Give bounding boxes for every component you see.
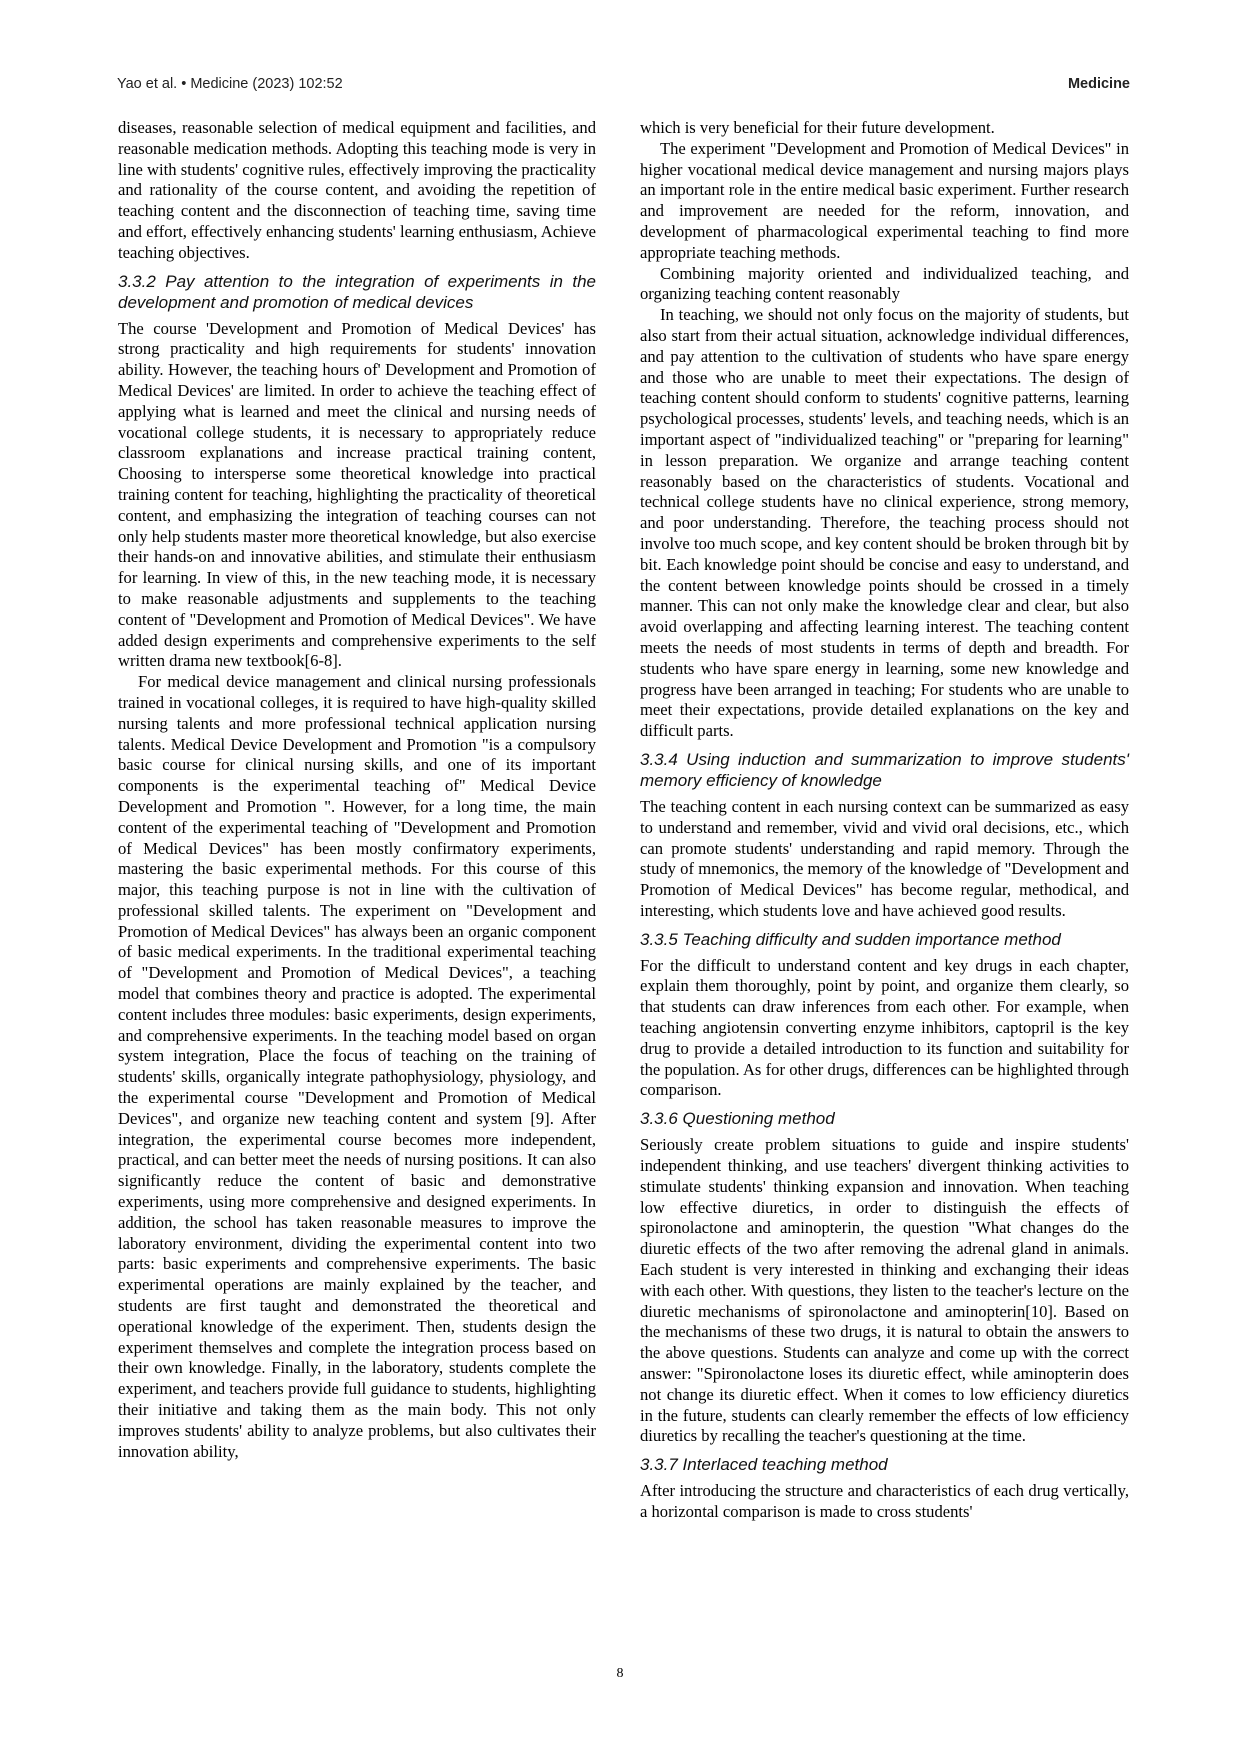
section-heading-3-3-4: 3.3.4 Using induction and summarization to improve students' memory efficiency of knowledge [640, 749, 1129, 790]
paragraph: The teaching content in each nursing context can be summarized as easy to understand and remember, vivid and vivid oral decisions, etc., which can promote students' understanding and rapid memory. Through the study of mnemonics, the memory of the knowledge of "Development and Promotion of Medical Devices" has become regular, methodical, and interesting, which students love and have achieved good results. [640, 796, 1129, 920]
paragraph: which is very beneficial for their future development. [640, 118, 995, 137]
section-heading-3-3-6: 3.3.6 Questioning method [640, 1109, 835, 1129]
left-column [118, 118, 596, 1462]
citation-line: Yao et al. • Medicine (2023) 102:52 [117, 76, 343, 92]
section-heading-3-3-2: 3.3.2 Pay attention to the integration of experiments in the development and promotion of medical devices [118, 271, 596, 312]
paragraph: Combining majority oriented and individualized teaching, and organizing teaching content reasonably [640, 263, 1129, 304]
journal-name: Medicine [1067, 76, 1130, 92]
paragraph: For medical device management and clinical nursing professionals trained in vocational colleges, it is required to have high-quality skilled nursing talents and more professional technical application nursing talents. Medical Device Development and Promotion "is a compulsory basic course for clinical nursing skills, and one of its important components is the experimental teaching of" Medical Device Development and Promotion ". However, for a long time, the main content of the experimental teaching of "Development and Promotion of Medical Devices" has been mostly confirmatory experiments, mastering the basic experimental methods. For this course of this major, this teaching purpose is not in line with the cultivation of professional skilled talents. The experiment on "Development and Promotion of Medical Devices" has always been an organic component of basic medical experiments. In the traditional experimental teaching of "Development and Promotion of Medical Devices", a teaching model that combines theory and practice is adopted. The experimental content includes three modules: basic experiments, design experiments, and comprehensive experiments. In the teaching model based on organ system integration, Place the focus of teaching on the training of students' skills, organically integrate pathophysiology, physiology, and the experimental course "Development and Promotion of Medical Devices", and organize new teaching content and system [9]. After integration, the experimental course becomes more independent, practical, and can better meet the needs of nursing positions. It can also significantly reduce the content of basic and demonstrative experiments, using more comprehensive and designed experiments. In addition, the school has taken reasonable measures to improve the laboratory environment, dividing the experimental content into two parts: basic experiments and comprehensive experiments. The basic experimental operations are mainly explained by the teacher, and students are first taught and demonstrated the theoretical and operational knowledge of the experiment. Then, students design the experiment themselves and complete the integration process based on their own knowledge. Finally, in the laboratory, students complete the experiment, and teachers provide full guidance to students, highlighting their initiative and taking them as the main body. This not only improves students' ability to analyze problems, but also cultivates their innovation ability, [118, 672, 596, 1461]
paragraph: diseases, reasonable selection of medical equipment and facilities, and reasonable medication methods. Adopting this teaching mode is very in line with students' cognitive rules, effectively improving the practicality and rationality of the course content, and avoiding the repetition of teaching content and the disconnection of teaching time, saving time and effort, effectively enhancing students' learning enthusiasm, Achieve teaching objectives. [118, 118, 596, 262]
section-heading-3-3-7: 3.3.7 Interlaced teaching method [640, 1455, 888, 1475]
paragraph: After introducing the structure and characteristics of each drug vertically, a horizontal comparison is made to cross students' [640, 1481, 1129, 1522]
running-header [117, 76, 1130, 92]
page-number: 8 [616, 1666, 624, 1681]
paragraph: In teaching, we should not only focus on the majority of students, but also start from their actual situation, acknowledge individual differences, and pay attention to the cultivation of students who have spare energy and those who are unable to meet their expectations. The design of teaching content should conform to students' cognitive patterns, learning psychological processes, students' levels, and teaching needs, which is an important aspect of "individualized teaching" or "preparing for learning" in lesson preparation. We organize and arrange teaching content reasonably based on the characteristics of students. Vocational and technical college students have no clinical experience, strong memory, and poor understanding. Therefore, the teaching process should not involve too much scope, and key content should be broken through bit by bit. Each knowledge point should be concise and easy to understand, and the content between knowledge points should be crossed in a timely manner. This can not only make the knowledge clear and clear, but also avoid overlapping and affecting learning interest. The teaching content meets the needs of most students in terms of depth and breadth. For students who have spare energy in learning, some new knowledge and progress have been arranged in teaching; For students who are unable to meet their expectations, provide detailed explanations on the key and difficult parts. [640, 305, 1129, 741]
paragraph: The experiment "Development and Promotion of Medical Devices" in higher vocational medical device management and nursing majors plays an important role in the entire medical basic experiment. Further research and improvement are needed for the reform, innovation, and development of pharmacological experimental teaching to find more appropriate teaching methods. [640, 138, 1129, 262]
right-column [640, 118, 1129, 1523]
paragraph: The course 'Development and Promotion of Medical Devices' has strong practicality and high requirements for students' innovation ability. However, the teaching hours of' Development and Promotion of Medical Devices' are limited. In order to achieve the teaching effect of applying what is learned and meet the clinical and nursing needs of vocational college students, it is necessary to appropriately reduce classroom explanations and increase practical training content, Choosing to intersperse some theoretical knowledge into practical training content for teaching, highlighting the practicality of theoretical content, and emphasizing the integration of teaching courses can not only help students master more theoretical knowledge, but also exercise their hands-on and innovative abilities, and stimulate their enthusiasm for learning. In view of this, in the new teaching mode, it is necessary to make reasonable adjustments and supplements to the teaching content of "Development and Promotion of Medical Devices". We have added design experiments and comprehensive experiments to the self written drama new textbook[6-8]. [118, 318, 596, 671]
section-heading-3-3-5: 3.3.5 Teaching difficulty and sudden importance method [640, 929, 1061, 949]
paragraph: For the difficult to understand content and key drugs in each chapter, explain them thoroughly, point by point, and organize them clearly, so that students can draw inferences from each other. For example, when teaching angiotensin converting enzyme inhibitors, captopril is the key drug to provide a detailed introduction to its function and suitability for the population. As for other drugs, differences can be highlighted through comparison. [640, 955, 1129, 1100]
paragraph: Seriously create problem situations to guide and inspire students' independent thinking, and use teachers' divergent thinking activities to stimulate students' thinking expansion and innovation. When teaching low effective diuretics, in order to distinguish the effects of spironolactone and aminopterin, the question "What changes do the diuretic effects of the two after removing the adrenal gland in animals. Each student is very interested in thinking and exchanging their ideas with each other. With questions, they listen to the teacher's lecture on the diuretic mechanisms of spironolactone and aminopterin[10]. Based on the mechanisms of these two drugs, it is natural to obtain the answers to the above questions. Students can analyze and come up with the correct answer: "Spironolactone loses its diuretic effect, while aminopterin does not change its diuretic effect. When it comes to low efficiency diuretics in the future, students can clearly remember the effects of low efficiency diuretics by recalling the teacher's questioning at the time. [640, 1135, 1129, 1446]
